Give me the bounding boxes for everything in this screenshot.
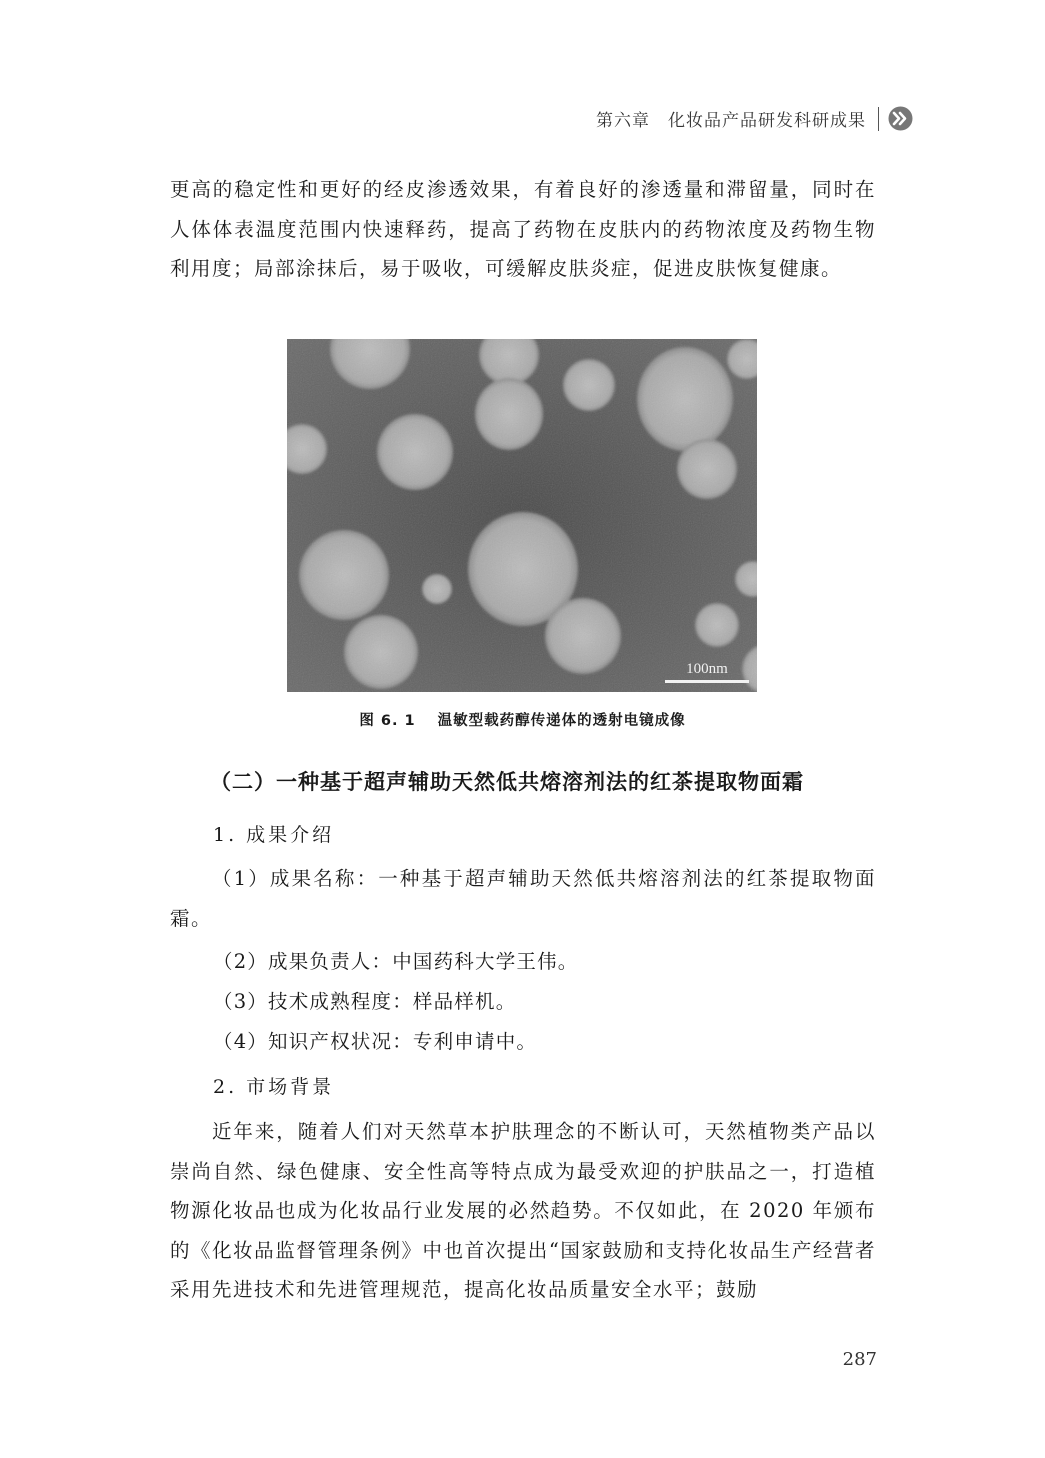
figure-number: 图 6. 1 <box>359 713 416 729</box>
tem-image <box>287 339 757 692</box>
item-maturity: （3）技术成熟程度：样品样机。 <box>213 990 517 1013</box>
subheading-achievement: 1. 成果介绍 <box>213 824 335 846</box>
subheading-market: 2. 市场背景 <box>213 1076 335 1098</box>
chapter-title: 化妆品产品研发科研成果 <box>668 111 866 131</box>
figure-caption <box>0 709 1045 730</box>
chapter-label: 第六章 <box>596 111 650 131</box>
header-divider <box>878 107 879 131</box>
market-paragraph: 近年来，随着人们对天然草本护肤理念的不断认可，天然植物类产品以崇尚自然、绿色健康、安全性高等特点成为最受欢迎的护肤品之一，打造植物源化妆品也成为化妆品行业发展的必然趋势。不仅如此，在 2020 年颁布的《化妆品监督管理条例》中也首次提出“国家鼓励和支持化妆品生产经营者采用先进技术和先进管理规范，提高化妆品质量安全水平；鼓励 <box>170 1120 876 1301</box>
running-header <box>596 106 913 131</box>
item-name: （1）成果名称：一种基于超声辅助天然低共熔溶剂法的红茶提取物面霜。 <box>170 867 876 930</box>
section-heading: （二）一种基于超声辅助天然低共熔溶剂法的红茶提取物面霜 <box>210 770 804 794</box>
item-ip-status: （4）知识产权状况：专利申请中。 <box>213 1030 538 1053</box>
intro-paragraph: 更高的稳定性和更好的经皮渗透效果，有着良好的渗透量和滞留量，同时在人体体表温度范围内快速释药，提高了药物在皮肤内的药物浓度及药物生物利用度；局部涂抹后，易于吸收，可缓解皮肤炎症，促进皮肤恢复健康。 <box>170 178 876 280</box>
page-number: 287 <box>842 1349 877 1370</box>
scale-bar-label: 100nm <box>686 661 728 677</box>
figure-caption-text: 温敏型载药醇传递体的透射电镜成像 <box>437 713 686 729</box>
double-chevron-right-icon <box>888 106 913 131</box>
item-leader: （2）成果负责人：中国药科大学王伟。 <box>213 950 579 973</box>
